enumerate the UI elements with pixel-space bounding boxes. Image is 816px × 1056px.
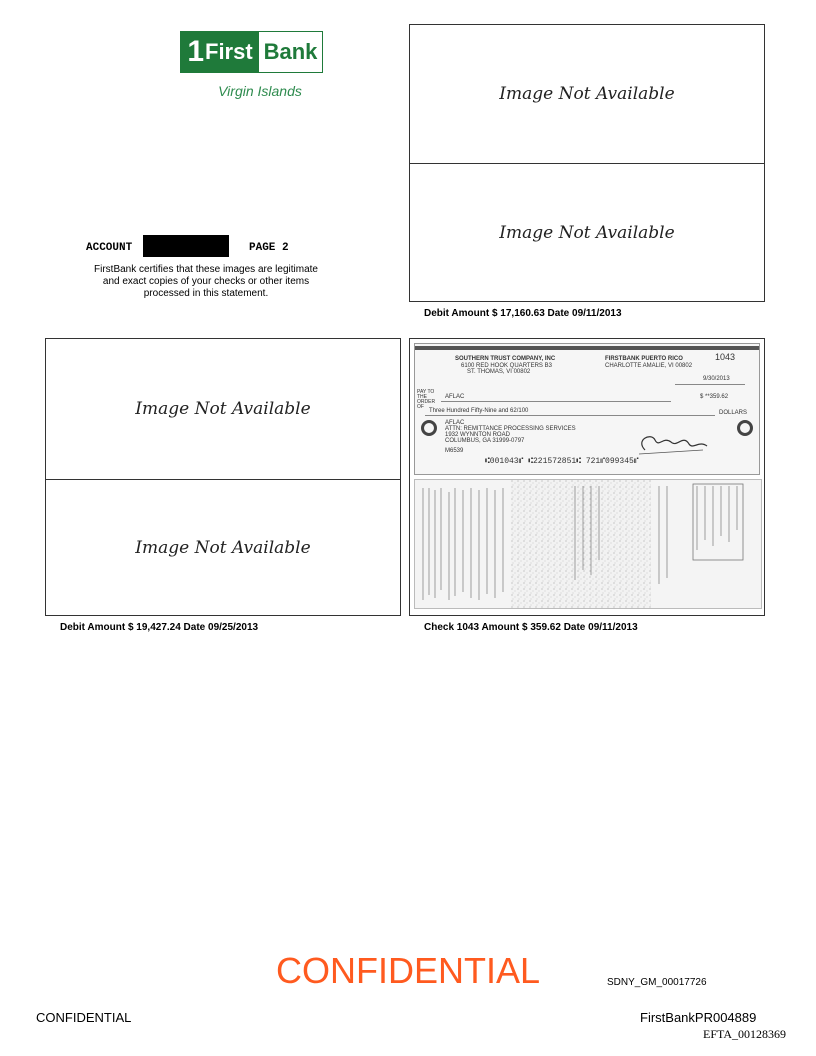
- signature-icon: [633, 430, 713, 460]
- check-payer-address-1: 6100 RED HOOK QUARTERS B3: [461, 363, 552, 369]
- check-bank-name: FIRSTBANK PUERTO RICO: [605, 356, 683, 362]
- check-address-2: ATTN: REMITTANCE PROCESSING SERVICES: [445, 426, 576, 432]
- check-payer-name: SOUTHERN TRUST COMPANY, INC: [455, 356, 556, 362]
- logo-first: 1 First: [181, 32, 259, 72]
- logo-bank: Bank: [259, 32, 322, 72]
- check-security-icon-right: [737, 420, 753, 436]
- confidential-stamp: CONFIDENTIAL: [275, 950, 541, 991]
- item-caption-1: Debit Amount $ 17,160.63 Date 09/11/2013: [424, 308, 622, 319]
- item-caption-2: Debit Amount $ 19,427.24 Date 09/25/2013: [60, 622, 259, 633]
- image-not-available-back: Image Not Available: [135, 538, 311, 558]
- account-label: ACCOUNT: [86, 242, 133, 254]
- bates-number-small: SDNY_GM_00017726: [607, 977, 707, 988]
- item-image-2: [45, 338, 401, 616]
- image-not-available-front: Image Not Available: [499, 84, 675, 104]
- check-payee: AFLAC: [445, 394, 465, 400]
- check-back-endorsement: [414, 479, 762, 609]
- check-dollars-label: DOLLARS: [719, 410, 748, 416]
- page-label: PAGE 2: [249, 242, 289, 254]
- item-caption-3: Check 1043 Amount $ 359.62 Date 09/11/2013: [424, 622, 638, 633]
- image-not-available-front: Image Not Available: [135, 399, 311, 419]
- image-not-available-back: Image Not Available: [499, 223, 675, 243]
- check-micr-line: ⑆001043⑈ ⑆221572851⑆ 721⑈099345⑈: [485, 457, 639, 466]
- check-memo: M6539: [445, 448, 464, 454]
- check-front: [414, 343, 760, 475]
- bates-number: FirstBankPR004889: [640, 1010, 757, 1025]
- confidential-footer: CONFIDENTIAL: [36, 1010, 132, 1025]
- check-amount: $ **359.62: [700, 394, 729, 400]
- check-address-4: COLUMBUS, GA 31999-0797: [445, 438, 525, 444]
- check-address-1: AFLAC: [445, 420, 465, 426]
- item-image-3: [409, 338, 765, 616]
- efta-number: EFTA_00128369: [703, 1027, 787, 1041]
- certification-text: FirstBank certifies that these images are legitimate and exact copies of your checks or other items processed in this statement.: [94, 264, 318, 299]
- logo-tagline: Virgin Islands: [218, 83, 302, 99]
- check-security-icon-left: [421, 420, 437, 436]
- account-redaction: [143, 235, 229, 257]
- check-address-3: 1932 WYNNTON ROAD: [445, 432, 510, 438]
- firstbank-logo: [180, 31, 323, 73]
- check-amount-words: Three Hundred Fifty-Nine and 62/100: [429, 408, 529, 414]
- check-payer-address-2: ST. THOMAS, VI 00802: [467, 369, 531, 375]
- check-pay-to-label: PAY TO THE ORDER OF: [417, 389, 436, 410]
- check-date: 9/30/2013: [703, 376, 730, 382]
- item-image-1: [409, 24, 765, 302]
- check-bank-city: CHARLOTTE AMALIE, VI 00802: [605, 363, 693, 369]
- check-number: 1043: [715, 352, 736, 362]
